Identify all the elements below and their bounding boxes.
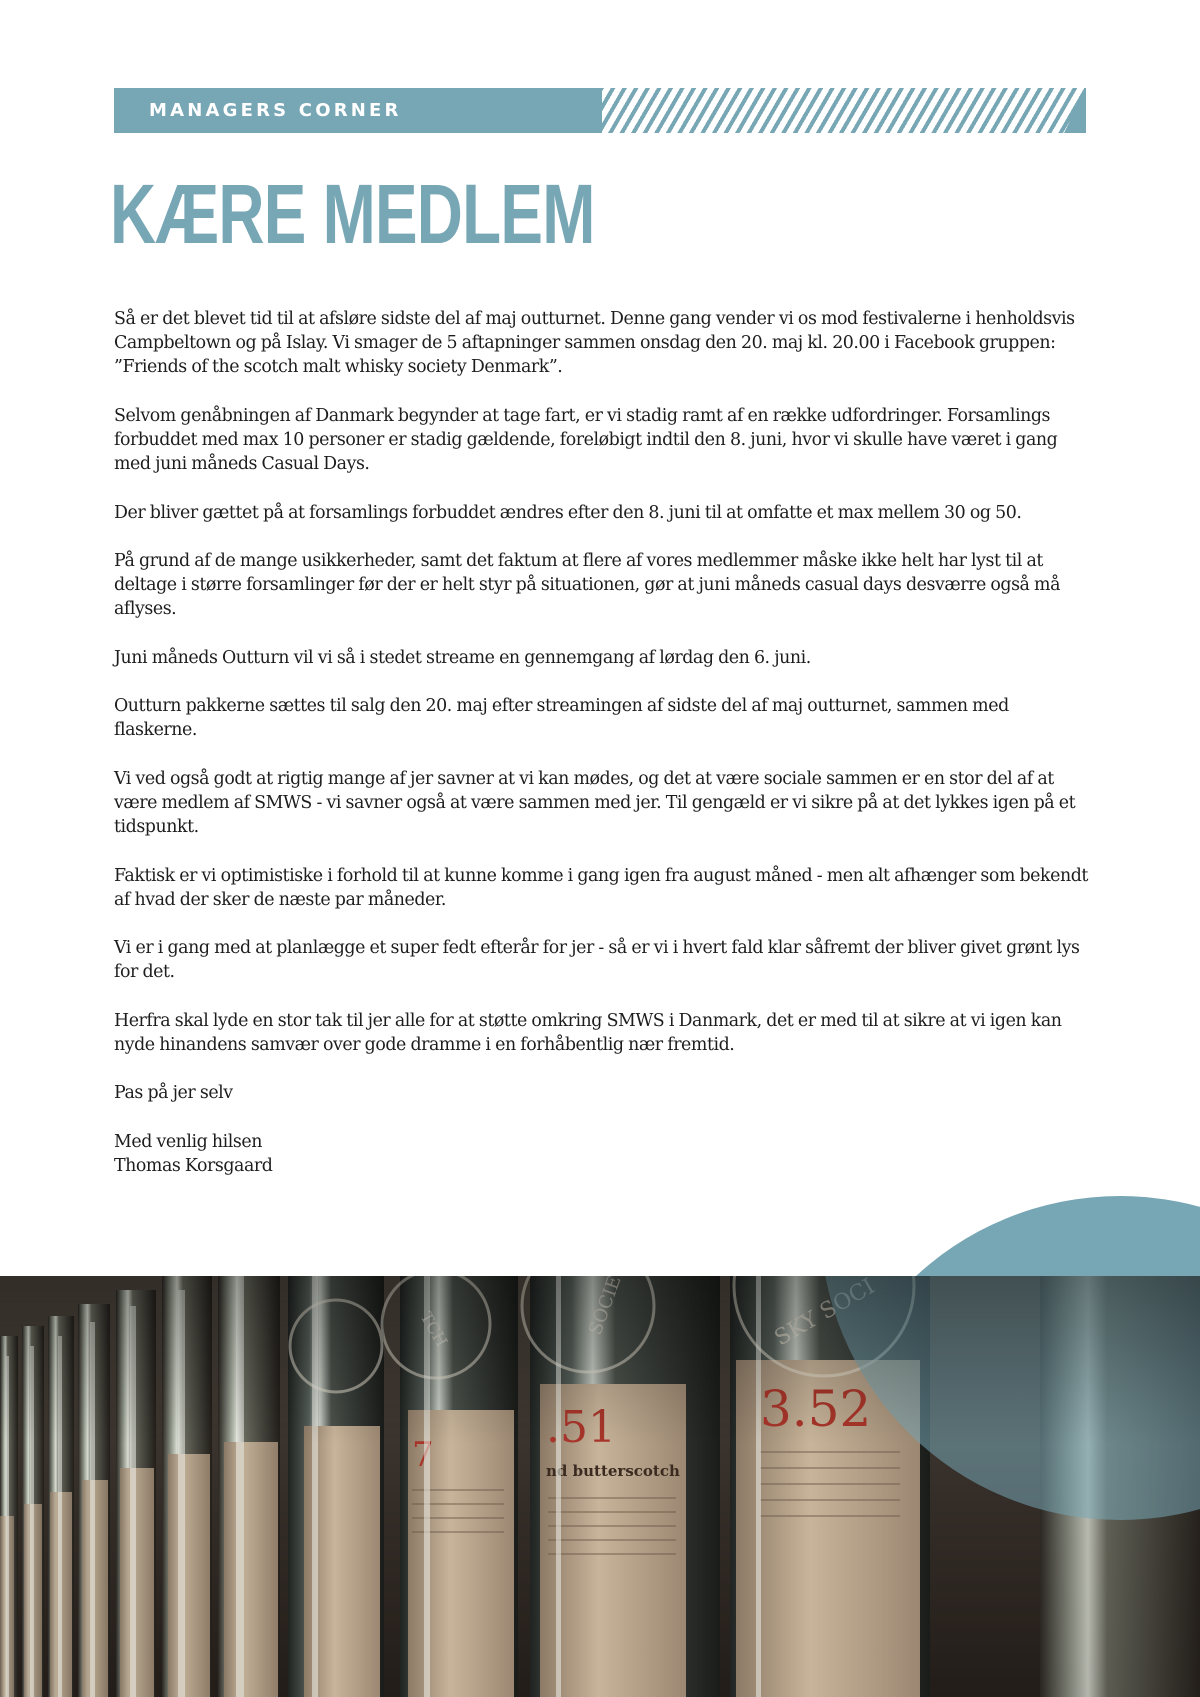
photo-shade xyxy=(0,1276,1200,1697)
paragraph: Outturn pakkerne sættes til salg den 20. maj efter streamingen af sidste del af maj outturnet, sammen med flaskerne. xyxy=(114,696,1009,741)
paragraph: Der bliver gættet på at forsamlings forbuddet ændres efter den 8. juni til at omfatte et max mellem 30 og 50. xyxy=(114,502,1022,523)
paragraph: Herfra skal lyde en stor tak til jer alle for at støtte omkring SMWS i Danmark, det er med til at sikre at vi igen kan nyde hinandens samvær over gode dramme i en forhåbentlig nær fremtid. xyxy=(114,1010,1062,1055)
paragraph: Pas på jer selv xyxy=(114,1083,233,1104)
paragraph: Juni måneds Outturn vil vi så i stedet streame en gennemgang af lørdag den 6. juni. xyxy=(114,647,811,668)
paragraph: Selvom genåbningen af Danmark begynder at tage fart, er vi stadig ramt af en række udfordringer. Forsamlings forbuddet med max 10 personer er stadig gældende, foreløbigt indtil den 8. juni, hvor vi skulle have været i gang med juni måneds Casual Days. xyxy=(114,405,1058,475)
section-label: MANAGERS CORNER xyxy=(149,100,402,121)
paragraph: Faktisk er vi optimistiske i forhold til at kunne komme i gang igen fra august måned - men alt afhænger som bekendt af hvad der sker de næste par måneder. xyxy=(114,865,1088,910)
whisky-bottles-photo xyxy=(0,1276,1200,1697)
letter-body xyxy=(114,307,1094,1178)
banner-stripes xyxy=(602,88,1086,133)
section-banner xyxy=(114,88,1086,133)
bottles-illustration xyxy=(0,1276,1200,1697)
paragraph: Vi ved også godt at rigtig mange af jer savner at vi kan mødes, og det at være sociale sammen er en stor del af at være medlem af SMWS - vi savner også at være sammen med jer. Til gengæld er vi sikre på at det lykkes igen på et tidspunkt. xyxy=(114,768,1076,838)
paragraph: På grund af de mange usikkerheder, samt det faktum at flere af vores medlemmer måske ikke helt har lyst til at deltage i større forsamlinger før der er helt styr på situationen, gør at juni måneds casual days desværre også må aflyses. xyxy=(114,550,1061,620)
paragraph: Vi er i gang med at planlægge et super fedt efterår for jer - så er vi i hvert fald klar såfremt der bliver givet grønt lys for det. xyxy=(114,938,1080,983)
signature-closing: Med venlig hilsen xyxy=(114,1131,262,1152)
signature-name: Thomas Korsgaard xyxy=(114,1155,273,1176)
page-title: KÆRE MEDLEM xyxy=(110,167,595,261)
paragraph: Så er det blevet tid til at afsløre sidste del af maj outturnet. Denne gang vender vi os mod festivalerne i henholdsvis Campbeltown og på Islay. Vi smager de 5 aftapninger sammen onsdag den 20. maj kl. 20.00 i Facebook gruppen: ”Friends of the scotch malt whisky society Denmark”. xyxy=(114,309,1075,378)
